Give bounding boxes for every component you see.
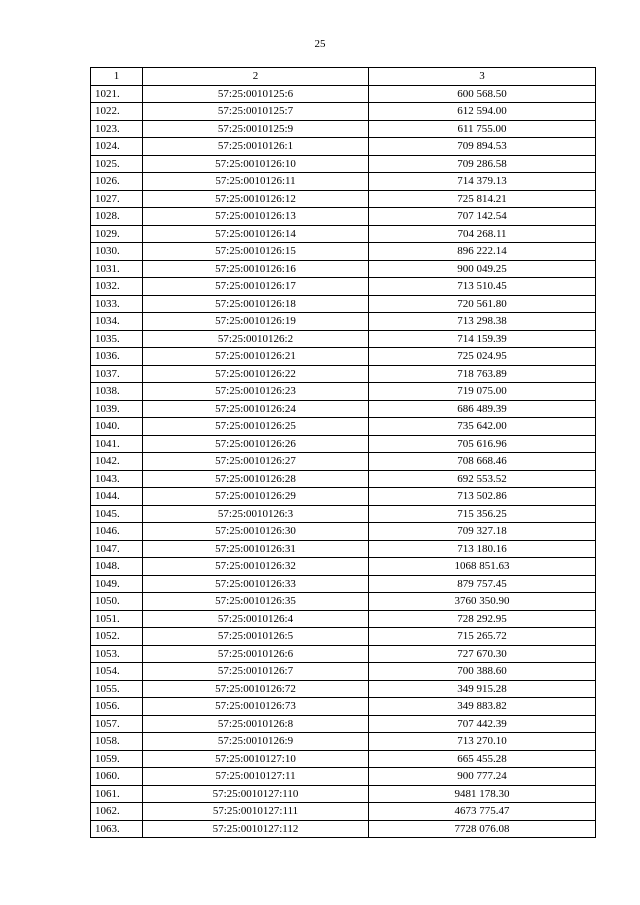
cadastral-number-cell: 57:25:0010127:11 xyxy=(143,768,369,786)
value-cell: 600 568.50 xyxy=(369,85,596,103)
row-number-cell: 1021. xyxy=(91,85,143,103)
table-row xyxy=(91,820,596,838)
row-number-cell: 1034. xyxy=(91,313,143,331)
cadastral-number-cell: 57:25:0010126:14 xyxy=(143,225,369,243)
row-number-cell: 1041. xyxy=(91,435,143,453)
table-row xyxy=(91,680,596,698)
table-row xyxy=(91,575,596,593)
value-cell: 611 755.00 xyxy=(369,120,596,138)
table-row xyxy=(91,733,596,751)
value-cell: 900 777.24 xyxy=(369,768,596,786)
table-row xyxy=(91,435,596,453)
value-cell: 665 455.28 xyxy=(369,750,596,768)
table-row xyxy=(91,540,596,558)
table-row xyxy=(91,715,596,733)
value-cell: 725 024.95 xyxy=(369,348,596,366)
cadastral-number-cell: 57:25:0010126:5 xyxy=(143,628,369,646)
cadastral-number-cell: 57:25:0010126:23 xyxy=(143,383,369,401)
row-number-cell: 1037. xyxy=(91,365,143,383)
row-number-cell: 1042. xyxy=(91,453,143,471)
table-row xyxy=(91,593,596,611)
value-cell: 727 670.30 xyxy=(369,645,596,663)
row-number-cell: 1029. xyxy=(91,225,143,243)
value-cell: 707 442.39 xyxy=(369,715,596,733)
table-row xyxy=(91,803,596,821)
table-row xyxy=(91,295,596,313)
cadastral-number-cell: 57:25:0010126:18 xyxy=(143,295,369,313)
cadastral-number-cell: 57:25:0010126:7 xyxy=(143,663,369,681)
table-row xyxy=(91,523,596,541)
row-number-cell: 1046. xyxy=(91,523,143,541)
table-row xyxy=(91,278,596,296)
value-cell: 349 883.82 xyxy=(369,698,596,716)
cadastral-number-cell: 57:25:0010126:16 xyxy=(143,260,369,278)
row-number-cell: 1056. xyxy=(91,698,143,716)
value-cell: 714 159.39 xyxy=(369,330,596,348)
value-cell: 4673 775.47 xyxy=(369,803,596,821)
row-number-cell: 1031. xyxy=(91,260,143,278)
row-number-cell: 1059. xyxy=(91,750,143,768)
table-row xyxy=(91,628,596,646)
table-row xyxy=(91,85,596,103)
cadastral-number-cell: 57:25:0010127:112 xyxy=(143,820,369,838)
table-row xyxy=(91,155,596,173)
cadastral-number-cell: 57:25:0010126:11 xyxy=(143,173,369,191)
row-number-cell: 1051. xyxy=(91,610,143,628)
value-cell: 735 642.00 xyxy=(369,418,596,436)
table-row xyxy=(91,225,596,243)
value-cell: 713 298.38 xyxy=(369,313,596,331)
cadastral-number-cell: 57:25:0010125:6 xyxy=(143,85,369,103)
row-number-cell: 1055. xyxy=(91,680,143,698)
row-number-cell: 1058. xyxy=(91,733,143,751)
row-number-cell: 1057. xyxy=(91,715,143,733)
row-number-cell: 1050. xyxy=(91,593,143,611)
cadastral-number-cell: 57:25:0010126:3 xyxy=(143,505,369,523)
table-row xyxy=(91,365,596,383)
cadastral-number-cell: 57:25:0010125:9 xyxy=(143,120,369,138)
row-number-cell: 1035. xyxy=(91,330,143,348)
cadastral-number-cell: 57:25:0010126:33 xyxy=(143,575,369,593)
cadastral-number-cell: 57:25:0010126:21 xyxy=(143,348,369,366)
table-row xyxy=(91,138,596,156)
cadastral-number-cell: 57:25:0010126:9 xyxy=(143,733,369,751)
table-row xyxy=(91,400,596,418)
value-cell: 713 270.10 xyxy=(369,733,596,751)
value-cell: 705 616.96 xyxy=(369,435,596,453)
table-body xyxy=(91,85,596,838)
row-number-cell: 1047. xyxy=(91,540,143,558)
table-row xyxy=(91,190,596,208)
cadastral-number-cell: 57:25:0010126:73 xyxy=(143,698,369,716)
table-row xyxy=(91,785,596,803)
table-row xyxy=(91,348,596,366)
cadastral-number-cell: 57:25:0010126:28 xyxy=(143,470,369,488)
table-row xyxy=(91,243,596,261)
cadastral-number-cell: 57:25:0010126:17 xyxy=(143,278,369,296)
cadastral-number-cell: 57:25:0010126:26 xyxy=(143,435,369,453)
page-number: 25 xyxy=(314,38,326,50)
row-number-cell: 1036. xyxy=(91,348,143,366)
data-table xyxy=(90,67,596,838)
value-cell: 700 388.60 xyxy=(369,663,596,681)
cadastral-number-cell: 57:25:0010126:72 xyxy=(143,680,369,698)
row-number-cell: 1043. xyxy=(91,470,143,488)
cadastral-number-cell: 57:25:0010126:19 xyxy=(143,313,369,331)
value-cell: 719 075.00 xyxy=(369,383,596,401)
cadastral-number-cell: 57:25:0010126:2 xyxy=(143,330,369,348)
row-number-cell: 1023. xyxy=(91,120,143,138)
row-number-cell: 1048. xyxy=(91,558,143,576)
cadastral-number-cell: 57:25:0010126:31 xyxy=(143,540,369,558)
row-number-cell: 1028. xyxy=(91,208,143,226)
row-number-cell: 1060. xyxy=(91,768,143,786)
row-number-cell: 1033. xyxy=(91,295,143,313)
value-cell: 713 502.86 xyxy=(369,488,596,506)
value-cell: 714 379.13 xyxy=(369,173,596,191)
cadastral-number-cell: 57:25:0010126:32 xyxy=(143,558,369,576)
row-number-cell: 1027. xyxy=(91,190,143,208)
value-cell: 9481 178.30 xyxy=(369,785,596,803)
cadastral-number-cell: 57:25:0010126:8 xyxy=(143,715,369,733)
value-cell: 704 268.11 xyxy=(369,225,596,243)
table-row xyxy=(91,208,596,226)
table-row xyxy=(91,120,596,138)
cadastral-number-cell: 57:25:0010126:35 xyxy=(143,593,369,611)
row-number-cell: 1022. xyxy=(91,103,143,121)
value-cell: 709 286.58 xyxy=(369,155,596,173)
table-row xyxy=(91,768,596,786)
value-cell: 707 142.54 xyxy=(369,208,596,226)
table-row xyxy=(91,505,596,523)
row-number-cell: 1061. xyxy=(91,785,143,803)
value-cell: 879 757.45 xyxy=(369,575,596,593)
cadastral-number-cell: 57:25:0010127:111 xyxy=(143,803,369,821)
value-cell: 715 265.72 xyxy=(369,628,596,646)
cadastral-number-cell: 57:25:0010126:12 xyxy=(143,190,369,208)
row-number-cell: 1045. xyxy=(91,505,143,523)
row-number-cell: 1030. xyxy=(91,243,143,261)
column-header-1: 1 xyxy=(91,68,143,86)
table-row xyxy=(91,698,596,716)
cadastral-number-cell: 57:25:0010127:10 xyxy=(143,750,369,768)
row-number-cell: 1026. xyxy=(91,173,143,191)
value-cell: 728 292.95 xyxy=(369,610,596,628)
row-number-cell: 1025. xyxy=(91,155,143,173)
cadastral-number-cell: 57:25:0010125:7 xyxy=(143,103,369,121)
value-cell: 713 180.16 xyxy=(369,540,596,558)
table-row xyxy=(91,330,596,348)
row-number-cell: 1053. xyxy=(91,645,143,663)
table-row xyxy=(91,470,596,488)
table-row xyxy=(91,418,596,436)
cadastral-number-cell: 57:25:0010126:4 xyxy=(143,610,369,628)
cadastral-number-cell: 57:25:0010126:10 xyxy=(143,155,369,173)
column-header-3: 3 xyxy=(369,68,596,86)
table-row xyxy=(91,173,596,191)
table-row xyxy=(91,488,596,506)
value-cell: 1068 851.63 xyxy=(369,558,596,576)
value-cell: 7728 076.08 xyxy=(369,820,596,838)
value-cell: 713 510.45 xyxy=(369,278,596,296)
value-cell: 896 222.14 xyxy=(369,243,596,261)
row-number-cell: 1062. xyxy=(91,803,143,821)
table-row xyxy=(91,313,596,331)
table-header-row xyxy=(91,68,596,86)
cadastral-number-cell: 57:25:0010126:13 xyxy=(143,208,369,226)
table-row xyxy=(91,453,596,471)
value-cell: 349 915.28 xyxy=(369,680,596,698)
table-row xyxy=(91,645,596,663)
cadastral-number-cell: 57:25:0010126:29 xyxy=(143,488,369,506)
value-cell: 725 814.21 xyxy=(369,190,596,208)
cadastral-number-cell: 57:25:0010126:6 xyxy=(143,645,369,663)
value-cell: 612 594.00 xyxy=(369,103,596,121)
row-number-cell: 1044. xyxy=(91,488,143,506)
table-row xyxy=(91,750,596,768)
value-cell: 900 049.25 xyxy=(369,260,596,278)
value-cell: 718 763.89 xyxy=(369,365,596,383)
value-cell: 3760 350.90 xyxy=(369,593,596,611)
cadastral-number-cell: 57:25:0010126:24 xyxy=(143,400,369,418)
row-number-cell: 1049. xyxy=(91,575,143,593)
value-cell: 686 489.39 xyxy=(369,400,596,418)
table-row xyxy=(91,103,596,121)
row-number-cell: 1039. xyxy=(91,400,143,418)
cadastral-number-cell: 57:25:0010126:1 xyxy=(143,138,369,156)
value-cell: 715 356.25 xyxy=(369,505,596,523)
value-cell: 709 327.18 xyxy=(369,523,596,541)
row-number-cell: 1063. xyxy=(91,820,143,838)
row-number-cell: 1038. xyxy=(91,383,143,401)
row-number-cell: 1052. xyxy=(91,628,143,646)
value-cell: 720 561.80 xyxy=(369,295,596,313)
column-header-2: 2 xyxy=(143,68,369,86)
table-row xyxy=(91,558,596,576)
value-cell: 692 553.52 xyxy=(369,470,596,488)
value-cell: 709 894.53 xyxy=(369,138,596,156)
table-row xyxy=(91,383,596,401)
cadastral-number-cell: 57:25:0010126:27 xyxy=(143,453,369,471)
cadastral-number-cell: 57:25:0010127:110 xyxy=(143,785,369,803)
cadastral-number-cell: 57:25:0010126:25 xyxy=(143,418,369,436)
table-row xyxy=(91,663,596,681)
cadastral-number-cell: 57:25:0010126:15 xyxy=(143,243,369,261)
row-number-cell: 1054. xyxy=(91,663,143,681)
row-number-cell: 1040. xyxy=(91,418,143,436)
value-cell: 708 668.46 xyxy=(369,453,596,471)
row-number-cell: 1024. xyxy=(91,138,143,156)
cadastral-number-cell: 57:25:0010126:30 xyxy=(143,523,369,541)
row-number-cell: 1032. xyxy=(91,278,143,296)
table-row xyxy=(91,610,596,628)
cadastral-number-cell: 57:25:0010126:22 xyxy=(143,365,369,383)
table-row xyxy=(91,260,596,278)
